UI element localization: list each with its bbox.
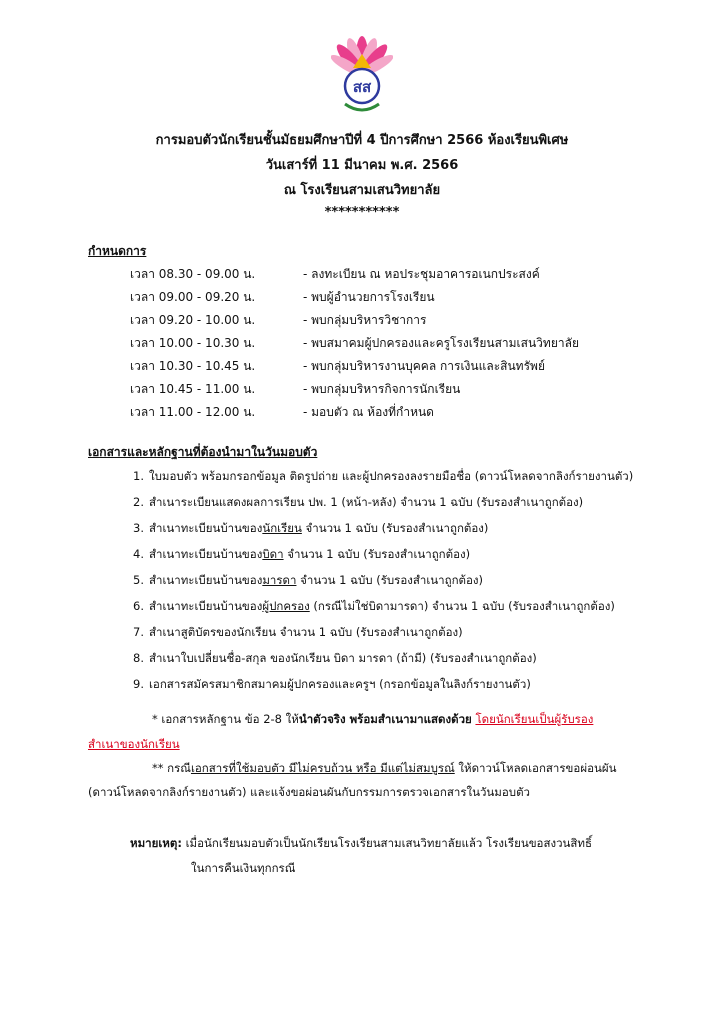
- schedule-time: เวลา 09.00 - 09.20 น.: [130, 290, 256, 304]
- leaf-base-icon: [345, 104, 379, 110]
- schedule-desc: - พบสมาคมผู้ปกครองและครูโรงเรียนสามเสนวิทยาลัย: [303, 336, 579, 350]
- document-text-suffix: (กรณีไม่ใช่บิดามารดา) จำนวน 1 ฉบับ (รับรองสำเนาถูกต้อง): [309, 599, 615, 613]
- note-2-line-2: (ดาวน์โหลดจากลิงก์รายงานตัว) และแจ้งขอผ่อนผันกับกรรมการตรวจเอกสารในวันมอบตัว: [88, 785, 530, 799]
- document-number: 2.: [133, 495, 144, 509]
- schedule-row: [130, 290, 690, 308]
- document-item: [133, 625, 693, 640]
- document-text: สำเนาทะเบียนบ้านของ: [149, 547, 263, 561]
- document-item: [133, 547, 693, 562]
- document-text: สำเนาทะเบียนบ้านของ: [149, 599, 263, 613]
- schedule-desc: - มอบตัว ณ ห้องที่กำหนด: [303, 405, 434, 419]
- document-number: 1.: [133, 469, 144, 483]
- document-underlined-text: ผู้ปกครอง: [262, 599, 310, 613]
- document-text: เอกสารสมัครสมาชิกสมาคมผู้ปกครองและครูฯ (กรอกข้อมูลในลิงก์รายงานตัว): [149, 677, 531, 691]
- remark-line-1: [130, 836, 592, 851]
- schedule-row: [130, 359, 690, 377]
- note-2-line-1: [152, 761, 616, 776]
- document-item: [133, 573, 693, 588]
- header-line-2: วันเสาร์ที่ 11 มีนาคม พ.ศ. 2566: [265, 158, 459, 173]
- document-number: 9.: [133, 677, 144, 691]
- schedule-row: [130, 382, 690, 400]
- remark-text: เมื่อนักเรียนมอบตัวเป็นนักเรียนโรงเรียนสามเสนวิทยาลัยแล้ว โรงเรียนขอสงวนสิทธิ์: [185, 836, 593, 850]
- document-number: 3.: [133, 521, 144, 535]
- schedule-row: [130, 267, 690, 285]
- schedule-desc: - ลงทะเบียน ณ หอประชุมอาคารอเนกประสงค์: [303, 267, 540, 281]
- document-item: [133, 677, 693, 692]
- schedule-row: [130, 313, 690, 331]
- schedule-row: [130, 405, 690, 423]
- remark-label: หมายเหตุ:: [130, 836, 182, 850]
- header-line-4: ***********: [324, 205, 400, 220]
- document-number: 5.: [133, 573, 144, 587]
- note-1-red-text-line-2: สำเนาของนักเรียน: [88, 737, 180, 751]
- document-text: สำเนาใบเปลี่ยนชื่อ-สกุล ของนักเรียน บิดา มารดา (ถ้ามี) (รับรองสำเนาถูกต้อง): [149, 651, 537, 665]
- document-text-suffix: จำนวน 1 ฉบับ (รับรองสำเนาถูกต้อง): [283, 547, 471, 561]
- schedule-time: เวลา 08.30 - 09.00 น.: [130, 267, 256, 281]
- document-underlined-text: นักเรียน: [262, 521, 302, 535]
- document-number: 6.: [133, 599, 144, 613]
- note-1-line-2: [88, 737, 180, 752]
- document-item: [133, 495, 693, 510]
- note-1-text: * เอกสารหลักฐาน ข้อ 2-8 ให้: [152, 712, 299, 726]
- document-item: [133, 469, 693, 484]
- schedule-desc: - พบกลุ่มบริหารกิจการนักเรียน: [303, 382, 461, 396]
- emblem-letters: สส: [352, 78, 372, 96]
- document-text: สำเนาสูติบัตรของนักเรียน จำนวน 1 ฉบับ (รับรองสำเนาถูกต้อง): [149, 625, 463, 639]
- document-item: [133, 651, 693, 666]
- header-line-1: การมอบตัวนักเรียนชั้นมัธยมศึกษาปีที่ 4 ปีการศึกษา 2566 ห้องเรียนพิเศษ: [155, 133, 569, 148]
- schedule-title: กำหนดการ: [88, 244, 147, 258]
- note-2-text: ** กรณี: [152, 761, 191, 775]
- document-text: สำเนาทะเบียนบ้านของ: [149, 573, 263, 587]
- document-text-suffix: จำนวน 1 ฉบับ (รับรองสำเนาถูกต้อง): [296, 573, 484, 587]
- header-line-3: ณ โรงเรียนสามเสนวิทยาลัย: [283, 183, 441, 198]
- document-number: 4.: [133, 547, 144, 561]
- schedule-time: เวลา 10.30 - 10.45 น.: [130, 359, 256, 373]
- schedule-time: เวลา 09.20 - 10.00 น.: [130, 313, 256, 327]
- document-number: 7.: [133, 625, 144, 639]
- schedule-time: เวลา 10.00 - 10.30 น.: [130, 336, 256, 350]
- schedule-desc: - พบกลุ่มบริหารวิชาการ: [303, 313, 427, 327]
- note-1-bold-text: นำตัวจริง พร้อมสำเนามาแสดงด้วย: [298, 712, 472, 726]
- document-number: 8.: [133, 651, 144, 665]
- document-item: [133, 521, 693, 536]
- document-text: สำเนาทะเบียนบ้านของ: [149, 521, 263, 535]
- schedule-time: เวลา 10.45 - 11.00 น.: [130, 382, 256, 396]
- school-logo: [331, 34, 393, 118]
- document-underlined-text: บิดา: [262, 547, 284, 561]
- schedule-desc: - พบผู้อำนวยการโรงเรียน: [303, 290, 435, 304]
- document-text-suffix: จำนวน 1 ฉบับ (รับรองสำเนาถูกต้อง): [301, 521, 489, 535]
- document-underlined-text: มารดา: [262, 573, 297, 587]
- document-text: ใบมอบตัว พร้อมกรอกข้อมูล ติดรูปถ่าย และผู้ปกครองลงรายมือชื่อ (ดาวน์โหลดจากลิงก์รายงานตัว): [149, 469, 634, 483]
- schedule-time: เวลา 11.00 - 12.00 น.: [130, 405, 256, 419]
- schedule-row: [130, 336, 690, 354]
- schedule-desc: - พบกลุ่มบริหารงานบุคคล การเงินและสินทรัพย์: [303, 359, 545, 373]
- note-2-underlined-text: เอกสารที่ใช้มอบตัว มีไม่ครบถ้วน หรือ มีแต่ไม่สมบูรณ์: [190, 761, 455, 775]
- document-item: [133, 599, 693, 614]
- note-2-text-suffix: ให้ดาวน์โหลดเอกสารขอผ่อนผัน: [454, 761, 617, 775]
- note-1-line-1: [152, 712, 593, 727]
- document-text: สำเนาระเบียนแสดงผลการเรียน ปพ. 1 (หน้า-หลัง) จำนวน 1 ฉบับ (รับรองสำเนาถูกต้อง): [149, 495, 584, 509]
- note-1-red-text: โดยนักเรียนเป็นผู้รับรอง: [475, 712, 594, 726]
- documents-title: เอกสารและหลักฐานที่ต้องนำมาในวันมอบตัว: [88, 445, 318, 459]
- remark-line-2: ในการคืนเงินทุกกรณี: [191, 861, 296, 875]
